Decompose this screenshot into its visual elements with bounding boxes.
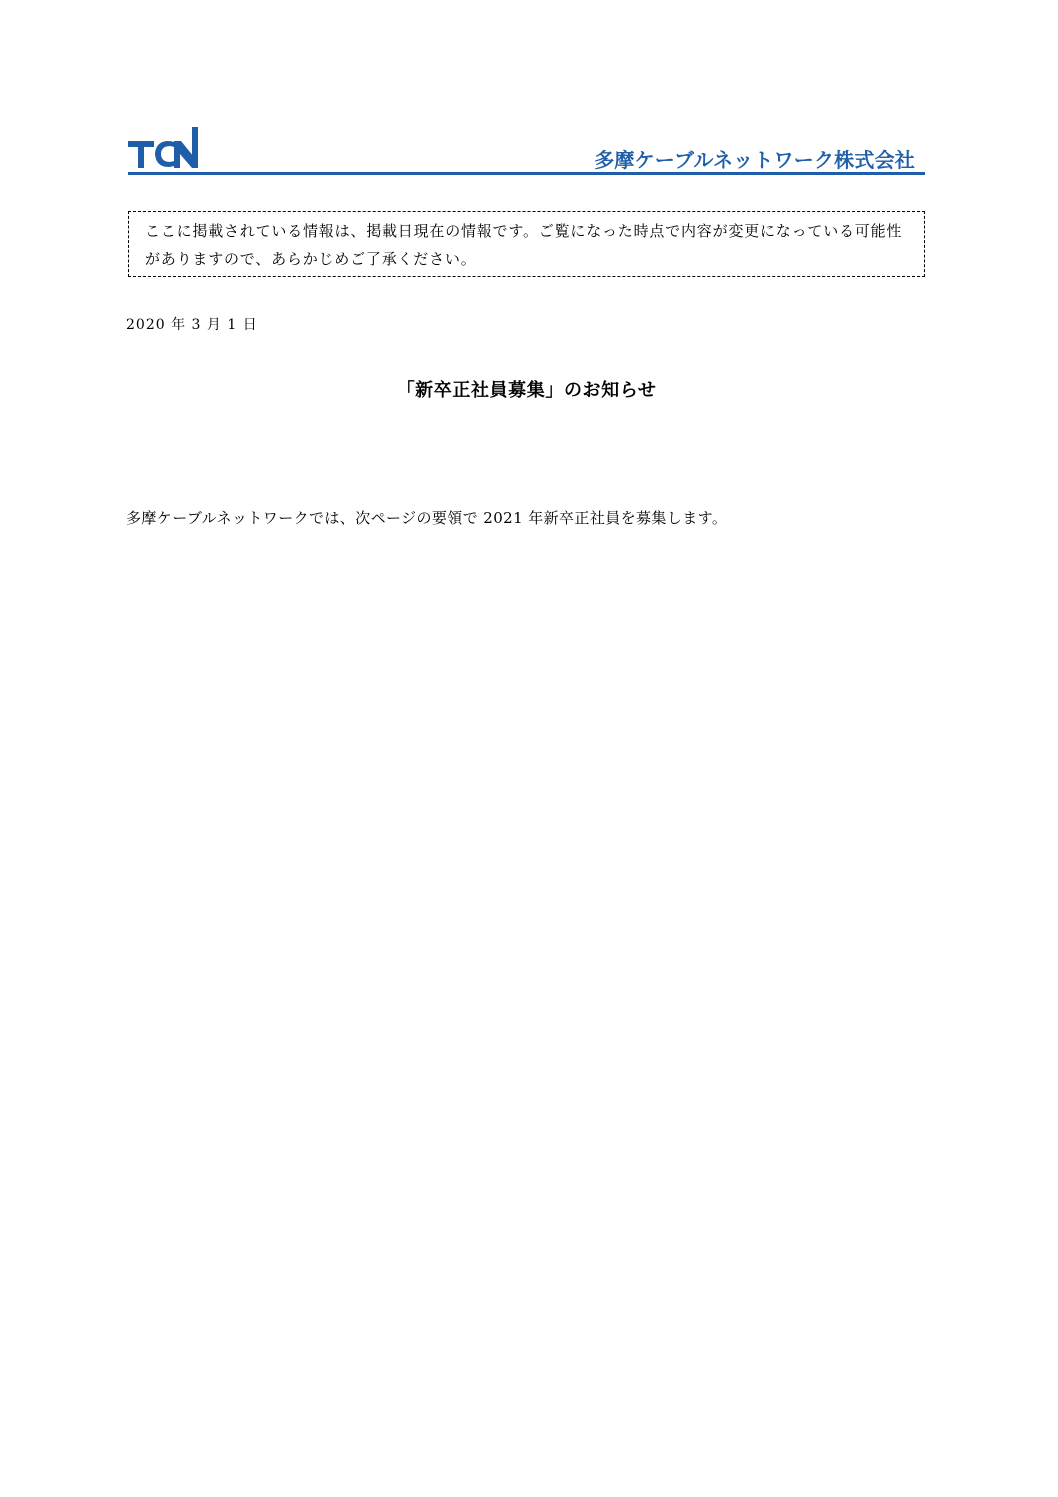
document-body: 多摩ケーブルネットワークでは、次ページの要領で 2021 年新卒正社員を募集します。 [126, 509, 728, 527]
company-name: 多摩ケーブルネットワーク株式会社 [594, 148, 915, 172]
header-divider [128, 172, 925, 175]
document-date: 2020 年 3 月 1 日 [126, 317, 258, 333]
disclaimer-text: ここに掲載されている情報は、掲載日現在の情報です。ご覧になった時点で内容が変更になっている可能性がありますので、あらかじめご了承ください。 [145, 222, 903, 268]
document-title: 「新卒正社員募集」のお知らせ [396, 380, 657, 401]
disclaimer-box [128, 211, 925, 277]
tcn-logo [128, 127, 204, 169]
page-header [128, 127, 925, 177]
